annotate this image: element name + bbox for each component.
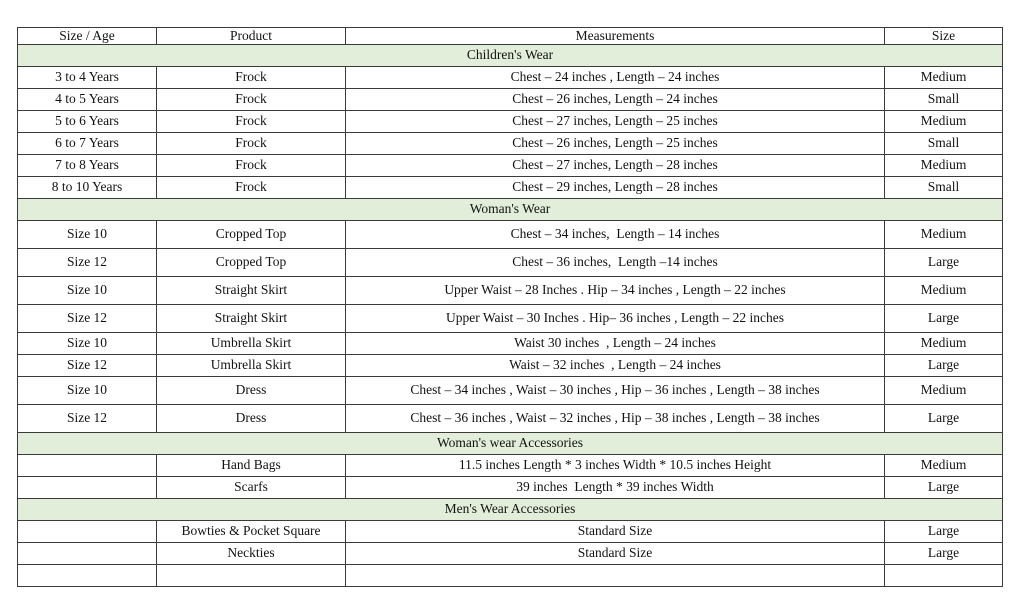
section-header-label: Men's Wear Accessories xyxy=(18,498,1003,520)
cell-product: Cropped Top xyxy=(157,248,346,276)
cell-product: Umbrella Skirt xyxy=(157,332,346,354)
cell-measurements: Waist 30 inches , Length – 24 inches xyxy=(346,332,885,354)
table-row xyxy=(18,304,1003,332)
table-row xyxy=(18,110,1003,132)
table-row-empty xyxy=(18,564,1003,586)
cell-size-age xyxy=(18,476,157,498)
section-header-label: Woman's wear Accessories xyxy=(18,432,1003,454)
cell-size: Medium xyxy=(885,276,1003,304)
cell-product: Frock xyxy=(157,132,346,154)
table-row xyxy=(18,276,1003,304)
cell-product: Umbrella Skirt xyxy=(157,354,346,376)
cell-size-age xyxy=(18,520,157,542)
cell-product: Frock xyxy=(157,88,346,110)
table-row xyxy=(18,376,1003,404)
cell-size: Medium xyxy=(885,110,1003,132)
column-header-size: Size xyxy=(885,28,1003,45)
column-header-size-age: Size / Age xyxy=(18,28,157,45)
cell-product: Frock xyxy=(157,66,346,88)
cell-size: Large xyxy=(885,542,1003,564)
cell-size-age: Size 10 xyxy=(18,332,157,354)
cell-measurements: Chest – 27 inches, Length – 25 inches xyxy=(346,110,885,132)
cell-product: Bowties & Pocket Square xyxy=(157,520,346,542)
table-row xyxy=(18,476,1003,498)
cell-size-age: Size 12 xyxy=(18,404,157,432)
cell-measurements: Chest – 29 inches, Length – 28 inches xyxy=(346,176,885,198)
cell-measurements: Chest – 26 inches, Length – 24 inches xyxy=(346,88,885,110)
table-row xyxy=(18,542,1003,564)
column-header-product: Product xyxy=(157,28,346,45)
cell-product: Dress xyxy=(157,404,346,432)
cell-size: Small xyxy=(885,132,1003,154)
table-row xyxy=(18,332,1003,354)
cell-size-age xyxy=(18,564,157,586)
cell-size: Small xyxy=(885,88,1003,110)
cell-measurements: Standard Size xyxy=(346,542,885,564)
table-row xyxy=(18,88,1003,110)
cell-size-age: 4 to 5 Years xyxy=(18,88,157,110)
table-row xyxy=(18,354,1003,376)
cell-measurements: Chest – 36 inches , Waist – 32 inches , Hip – 38 inches , Length – 38 inches xyxy=(346,404,885,432)
cell-size-age: 8 to 10 Years xyxy=(18,176,157,198)
cell-product: Neckties xyxy=(157,542,346,564)
cell-product: Frock xyxy=(157,176,346,198)
cell-measurements: Chest – 26 inches, Length – 25 inches xyxy=(346,132,885,154)
cell-size: Small xyxy=(885,176,1003,198)
cell-size: Large xyxy=(885,248,1003,276)
table-row xyxy=(18,248,1003,276)
cell-measurements: 39 inches Length * 39 inches Width xyxy=(346,476,885,498)
cell-measurements: Chest – 36 inches, Length –14 inches xyxy=(346,248,885,276)
cell-size-age: Size 12 xyxy=(18,248,157,276)
table-row xyxy=(18,176,1003,198)
section-header-row xyxy=(18,498,1003,520)
cell-measurements: Chest – 34 inches, Length – 14 inches xyxy=(346,220,885,248)
cell-size: Large xyxy=(885,520,1003,542)
cell-size: Large xyxy=(885,354,1003,376)
table-row xyxy=(18,132,1003,154)
cell-product: Frock xyxy=(157,154,346,176)
cell-size: Medium xyxy=(885,454,1003,476)
cell-size-age: 6 to 7 Years xyxy=(18,132,157,154)
table-row xyxy=(18,154,1003,176)
cell-size: Medium xyxy=(885,332,1003,354)
cell-product: Cropped Top xyxy=(157,220,346,248)
size-chart-table xyxy=(17,27,1003,587)
cell-size: Medium xyxy=(885,154,1003,176)
table-head xyxy=(18,28,1003,45)
cell-measurements: Standard Size xyxy=(346,520,885,542)
table-row xyxy=(18,520,1003,542)
cell-size: Large xyxy=(885,476,1003,498)
cell-product: Frock xyxy=(157,110,346,132)
cell-size-age xyxy=(18,542,157,564)
section-header-row xyxy=(18,198,1003,220)
cell-size-age: Size 10 xyxy=(18,376,157,404)
cell-size-age: Size 12 xyxy=(18,354,157,376)
cell-size xyxy=(885,564,1003,586)
section-header-row xyxy=(18,432,1003,454)
cell-size-age: Size 10 xyxy=(18,276,157,304)
cell-size-age: 5 to 6 Years xyxy=(18,110,157,132)
cell-size: Medium xyxy=(885,376,1003,404)
column-header-measurements: Measurements xyxy=(346,28,885,45)
cell-measurements: Chest – 34 inches , Waist – 30 inches , Hip – 36 inches , Length – 38 inches xyxy=(346,376,885,404)
cell-product: Straight Skirt xyxy=(157,276,346,304)
cell-size: Large xyxy=(885,404,1003,432)
cell-size-age: 7 to 8 Years xyxy=(18,154,157,176)
cell-product: Straight Skirt xyxy=(157,304,346,332)
section-header-row xyxy=(18,44,1003,66)
cell-size: Medium xyxy=(885,220,1003,248)
table-row xyxy=(18,404,1003,432)
cell-product xyxy=(157,564,346,586)
cell-measurements: 11.5 inches Length * 3 inches Width * 10.5 inches Height xyxy=(346,454,885,476)
cell-measurements: Chest – 27 inches, Length – 28 inches xyxy=(346,154,885,176)
cell-product: Dress xyxy=(157,376,346,404)
cell-product: Hand Bags xyxy=(157,454,346,476)
cell-size-age: Size 12 xyxy=(18,304,157,332)
cell-measurements xyxy=(346,564,885,586)
cell-size-age xyxy=(18,454,157,476)
cell-size-age: Size 10 xyxy=(18,220,157,248)
table-header-row xyxy=(18,28,1003,45)
section-header-label: Woman's Wear xyxy=(18,198,1003,220)
section-header-label: Children's Wear xyxy=(18,44,1003,66)
cell-product: Scarfs xyxy=(157,476,346,498)
cell-measurements: Upper Waist – 28 Inches . Hip – 34 inches , Length – 22 inches xyxy=(346,276,885,304)
cell-measurements: Waist – 32 inches , Length – 24 inches xyxy=(346,354,885,376)
table-row xyxy=(18,66,1003,88)
table-row xyxy=(18,220,1003,248)
cell-size: Large xyxy=(885,304,1003,332)
cell-measurements: Upper Waist – 30 Inches . Hip– 36 inches , Length – 22 inches xyxy=(346,304,885,332)
table-body xyxy=(18,44,1003,586)
table-row xyxy=(18,454,1003,476)
cell-measurements: Chest – 24 inches , Length – 24 inches xyxy=(346,66,885,88)
cell-size-age: 3 to 4 Years xyxy=(18,66,157,88)
cell-size: Medium xyxy=(885,66,1003,88)
